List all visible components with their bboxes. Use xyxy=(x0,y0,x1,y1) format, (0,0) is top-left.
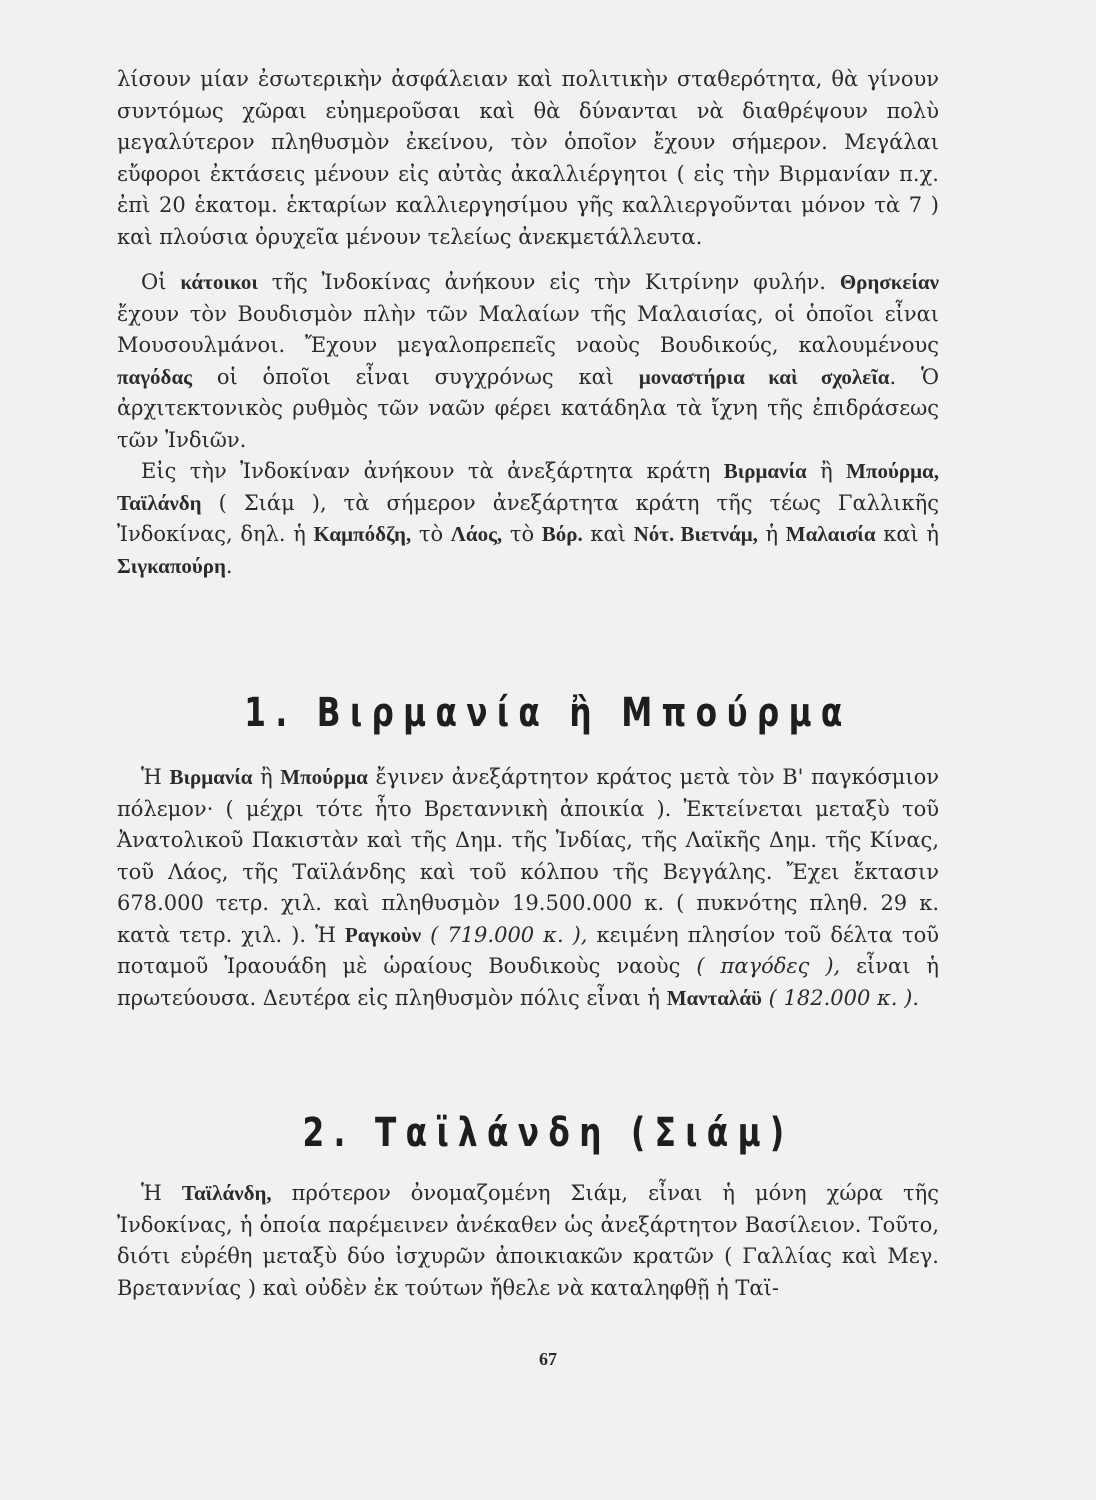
paragraph-thailand: Ἡ Ταϊλάνδη, πρότερον ὀνομαζομένη Σιάμ, εἶναι ἡ μόνη χώρα τῆς Ἰνδοκίνας, ἡ ὁποία παρέμεινεν ἀνέκαθεν ὡς ἀνεξάρτητον Βασίλειον. Τοῦτο, διότι εὑρέθη μεταξὺ δύο ἰσχυρῶν ἀποικιακῶν κρατῶν ( Γαλλίας καὶ Μεγ. Βρεταννίας ) καὶ οὐδὲν ἐκ τούτων ἤθελε νὰ καταληφθῇ ἡ Ταϊ- xyxy=(117,1181,939,1300)
thailand-text-block xyxy=(117,1178,939,1304)
burma-text-block xyxy=(117,762,939,1014)
paragraph-inhabitants: Οἱ κάτοικοι τῆς Ἰνδοκίνας ἀνήκουν εἰς τὴν Κιτρίνην φυλήν. Θρησκείαν ἔχουν τὸν Βουδισμὸν πλὴν τῶν Μαλαίων τῆς Μαλαισίας, οἱ ὁποῖοι εἶναι Μουσουλμάνοι. Ἔχουν μεγαλοπρεπεῖς ναοὺς Βουδικούς, καλουμένους παγόδας οἱ ὁποῖοι εἶναι συγχρόνως καὶ μοναστήρια καὶ σχολεῖα. Ὁ ἀρχιτεκτονικὸς ρυθμὸς τῶν ναῶν φέρει κατάδηλα τὰ ἴχνη τῆς ἐπιδράσεως τῶν Ἰνδιῶν. xyxy=(117,270,939,452)
page-number: 67 xyxy=(539,1349,557,1369)
paragraph-continued: λίσουν μίαν ἐσωτερικὴν ἀσφάλειαν καὶ πολιτικὴν σταθερότητα, θὰ γίνουν συντόμως χῶραι εὐημεροῦσαι καὶ θὰ δύνανται νὰ διαθρέψουν πολὺ μεγαλύτερον πληθυσμὸν ἐκείνου, τὸν ὁποῖον ἔχουν σήμερον. Μεγάλαι εὔφοροι ἐκτάσεις μένουν εἰς αὐτὰς ἀκαλλιέργητοι ( εἰς τὴν Βιρμανίαν π.χ. ἐπὶ 20 ἑκατομ. ἑκταρίων καλλιεργησίμου γῆς καλλιεργοῦνται μόνον τὰ 7 ) καὶ πλούσια ὀρυχεῖα μένουν τελείως ἀνεκμετάλλευτα. xyxy=(117,67,939,249)
section-heading-burma: 1. Βιρμανία ἢ Μπούρμα xyxy=(244,690,852,736)
paragraph-burma: Ἡ Βιρμανία ἢ Μπούρμα ἔγινεν ἀνεξάρτητον κράτος μετὰ τὸν Β' παγκόσμιον πόλεμον· ( μέχρι τότε ἦτο Βρεταννικὴ ἀποικία ). Ἐκτείνεται μεταξὺ τοῦ Ἀνατολικοῦ Πακιστὰν καὶ τῆς Δημ. τῆς Ἰνδίας, τῆς Λαϊκῆς Δημ. τῆς Κίνας, τοῦ Λάος, τῆς Ταϊλάνδης καὶ τοῦ κόλπου τῆς Βεγγάλης. Ἔχει ἔκτασιν 678.000 τετρ. χιλ. καὶ πληθυσμὸν 19.500.000 κ. ( πυκνότης πληθ. 29 κ. κατὰ τετρ. χιλ. ). Ἡ Ραγκοὺν ( 719.000 κ. ), κειμένη πλησίον τοῦ δέλτα τοῦ ποταμοῦ Ἰραουάδη μὲ ὡραίους Βουδικοὺς ναοὺς ( παγόδες ), εἶναι ἡ πρωτεύουσα. Δευτέρα εἰς πληθυσμὸν πόλις εἶναι ἡ Μανταλάϋ ( 182.000 κ. ). xyxy=(117,765,940,1010)
intro-text-block xyxy=(117,64,939,582)
section-heading-thailand: 2. Ταϊλάνδη (Σιάμ) xyxy=(302,1110,794,1156)
paragraph-states: Εἰς τὴν Ἰνδοκίναν ἀνήκουν τὰ ἀνεξάρτητα κράτη Βιρμανία ἢ Μπούρμα, Ταϊλάνδη ( Σιάμ ), τὰ σήμερον ἀνεξάρτητα κράτη τῆς τέως Γαλλικῆς Ἰνδοκίνας, δηλ. ἡ Καμπόδζη, τὸ Λάος, τὸ Βόρ. καὶ Νότ. Βιετνάμ, ἡ Μαλαισία καὶ ἡ Σιγκαπούρη. xyxy=(117,459,939,578)
